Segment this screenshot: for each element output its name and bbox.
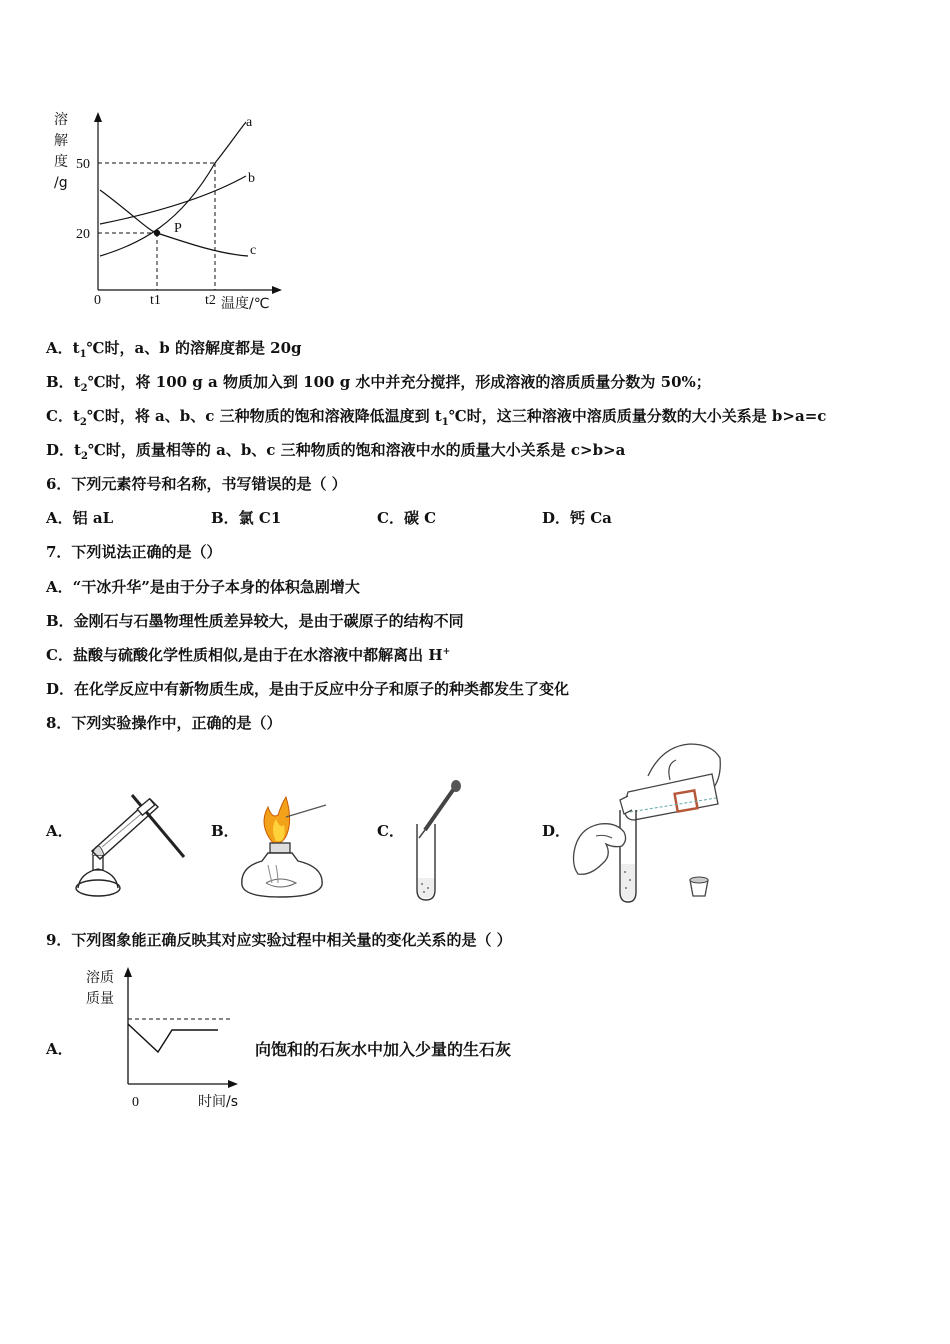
q6-option-a: A．铝 aL bbox=[46, 509, 114, 527]
q6-option-c: C．碳 C bbox=[377, 509, 437, 527]
q9-xlabel: 时间/s bbox=[198, 1094, 239, 1110]
curve-a bbox=[100, 122, 246, 256]
ylabel-char: 溶 bbox=[54, 112, 68, 128]
q9-stem: 9．下列图象能正确反映其对应实验过程中相关量的变化关系的是（ ） bbox=[46, 931, 512, 949]
q5-option-d: D．$t_2℃$时，质量相等的 a、b、c 三种物质的饱和溶液中水的质量大小关系是 c>b>a bbox=[46, 441, 626, 462]
q7-stem: 7．下列说法正确的是（） bbox=[46, 543, 222, 561]
q8-image-dropper-tube bbox=[405, 778, 465, 903]
q9-x-arrow bbox=[228, 1080, 238, 1088]
q9-ylabel-line2: 质量 bbox=[86, 991, 114, 1007]
x-tick-t1: t1 bbox=[150, 293, 161, 308]
q9-y-arrow bbox=[124, 967, 132, 977]
y-axis-arrow bbox=[94, 112, 102, 122]
ylabel-char: 解 bbox=[54, 133, 68, 149]
q6-stem: 6．下列元素符号和名称，书写错误的是（ ） bbox=[46, 475, 347, 493]
x-tick-0: 0 bbox=[94, 293, 101, 308]
q7-option-d: D．在化学反应中有新物质生成，是由于反应中分子和原子的种类都发生了变化 bbox=[46, 680, 570, 698]
curve-label-b: b bbox=[248, 171, 255, 186]
x-axis-arrow bbox=[272, 286, 282, 294]
q8-label-a: A． bbox=[46, 822, 73, 840]
ylabel-char: /g bbox=[54, 175, 68, 191]
q8-stem: 8．下列实验操作中，正确的是（） bbox=[46, 714, 282, 732]
ylabel-char: 度 bbox=[54, 154, 68, 170]
q8-label-b: B． bbox=[211, 822, 239, 840]
q7-option-b: B．金刚石与石墨物理性质差异较大，是由于碳原子的结构不同 bbox=[46, 612, 464, 630]
q8-label-c: C． bbox=[377, 822, 404, 840]
q9-ylabel-line1: 溶质 bbox=[86, 970, 114, 986]
x-tick-t2: t2 bbox=[205, 293, 216, 308]
q8-image-heating-tube bbox=[72, 785, 190, 903]
q5-option-c: C．$t_2℃$时，将 a、b、c 三种物质的饱和溶液降低温度到 $t_1℃$时，这三种溶液中溶质质量分数的大小关系是 b>a=c bbox=[46, 407, 827, 428]
q7-option-c: C．盐酸与硫酸化学性质相似,是由于在水溶液中都解离出 H+ bbox=[46, 646, 451, 664]
q6-option-d: D．钙 Ca bbox=[542, 509, 612, 527]
x-axis-label: 温度/℃ bbox=[221, 296, 270, 312]
q9-chart bbox=[80, 962, 250, 1112]
q6-option-b: B．氯 C1 bbox=[211, 509, 282, 527]
point-label: P bbox=[174, 221, 182, 236]
q7-option-a: A．“干冰升华”是由于分子本身的体积急剧增大 bbox=[46, 578, 360, 596]
q9-origin: 0 bbox=[132, 1095, 139, 1110]
solubility-chart bbox=[50, 104, 300, 319]
q9-option-a-text: 向饱和的石灰水中加入少量的生石灰 bbox=[255, 1040, 512, 1059]
q9-curve bbox=[128, 1024, 218, 1052]
curve-label-a: a bbox=[246, 115, 253, 130]
q5-option-b: B．$t_2℃$时，将 100 g a 物质加入到 100 g 水中并充分搅拌，形成溶液的溶质质量分数为 50%； bbox=[46, 373, 711, 394]
q9-option-a-label: A． bbox=[46, 1040, 73, 1058]
y-tick-50: 50 bbox=[76, 157, 90, 172]
curve-label-c: c bbox=[250, 243, 257, 258]
y-tick-20: 20 bbox=[76, 227, 90, 242]
point-p bbox=[154, 230, 160, 236]
q8-image-pouring-liquid bbox=[572, 740, 732, 905]
q8-image-alcohol-lamp bbox=[238, 795, 328, 900]
q5-option-a: A．$t_1℃$时，a、b 的溶解度都是 20g bbox=[46, 339, 302, 360]
q8-label-d: D． bbox=[542, 822, 571, 840]
